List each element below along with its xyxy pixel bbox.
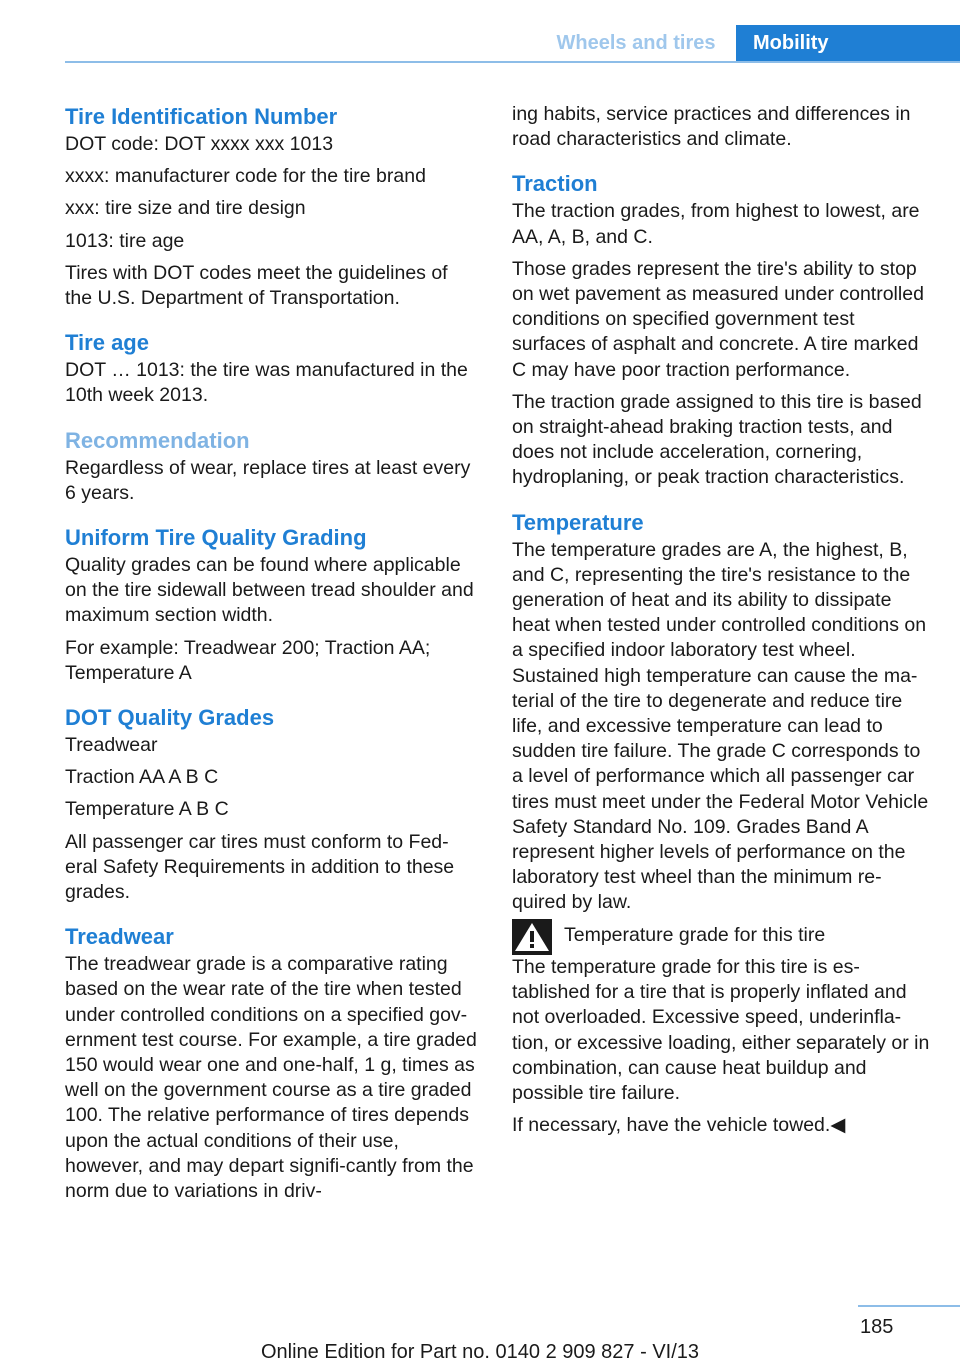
- warning-title: Temperature grade for this tire: [564, 923, 826, 946]
- paragraph: For example: Treadwear 200; Traction AA; Temperature A: [65, 636, 431, 684]
- heading-tire-identification-number: Tire Identification Number: [65, 104, 338, 129]
- warning-box: [512, 923, 932, 948]
- paragraph: Regardless of wear, replace tires at least every 6 years.: [65, 456, 471, 504]
- header-chapter-tab: Mobility: [736, 25, 960, 62]
- paragraph: DOT code: DOT xxxx xxx 1013: [65, 133, 334, 155]
- paragraph: 1013: tire age: [65, 229, 185, 252]
- header-rule: [65, 61, 960, 63]
- paragraph: The treadwear grade is a comparative rating based on the wear rate of the tire when tested under controlled conditions on a specified gov‐ernment test course. For example, a tire graded 150 would wear one and one-half, 1 g, times as well on the government course as a tire graded 100. The relative performance of tires depends upon the actual conditions of their use, however, and may depart signifi‐cantly from the norm due to variations in driv‐: [65, 953, 477, 1203]
- heading-recommendation: Recommendation: [65, 427, 250, 453]
- header-section-tab: Wheels and tires: [556, 32, 716, 54]
- left-column: [65, 102, 480, 1211]
- paragraph: All passenger car tires must conform to Fed‐eral Safety Requirements in addition to these grades.: [65, 830, 455, 904]
- paragraph: Treadwear: [65, 734, 158, 757]
- paragraph: ing habits, service practices and differences in road characteristics and climate.: [512, 103, 911, 151]
- heading-traction: Traction: [512, 171, 598, 197]
- heading-treadwear: Treadwear: [65, 924, 174, 950]
- heading-uniform-tire-quality-grading: Uniform Tire Quality Grading: [65, 525, 367, 551]
- paragraph: DOT … 1013: the tire was manufactured in the 10th week 2013.: [65, 359, 468, 407]
- paragraph: The traction grade assigned to this tire is based on straight-ahead braking traction tests, and does not include acceleration, cornering, hydroplaning, or peak traction characteristics.: [512, 390, 922, 489]
- warning-triangle-icon: [512, 919, 552, 955]
- footer-rule: [858, 1305, 960, 1307]
- paragraph: The temperature grades are A, the highest, B, and C, representing the tire's resistance to the generation of heat and its ability to dissipate heat when tested under controlled conditions on a specified indoor laboratory test wheel. Sustained high temperature can cause the ma‐terial of the tire to degenerate and reduce tire life, and excessive temperature can lead to sudden tire failure. The grade C corresponds to a level of performance which all passenger car tires must meet under the Federal Motor Vehicle Safety Standard No. 109. Grades Band A represent higher levels of performance on the laboratory test wheel than the minimum re‐quired by law.: [512, 538, 929, 914]
- warning-paragraph: If necessary, have the vehicle towed.◀: [512, 1114, 846, 1137]
- warning-paragraph: The temperature grade for this tire is es‐tablished for a tire that is properly inflated and not overloaded. Excessive speed, underinfla‐tion, or excessive loading, either separately or in combination, can cause heat buildup and possible tire failure.: [512, 955, 930, 1104]
- paragraph: Traction AA A B C: [65, 766, 219, 789]
- paragraph: xxxx: manufacturer code for the tire brand: [65, 165, 426, 188]
- paragraph: The traction grades, from highest to lowest, are AA, A, B, and C.: [512, 200, 920, 248]
- paragraph: Tires with DOT codes meet the guidelines of the U.S. Department of Transportation.: [65, 261, 448, 310]
- page-number: 185: [860, 1316, 894, 1338]
- footer-edition: Online Edition for Part no. 0140 2 909 827 - VI/13: [260, 1341, 700, 1363]
- paragraph: xxx: tire size and tire design: [65, 197, 306, 220]
- heading-temperature: Temperature: [512, 509, 644, 535]
- paragraph: Those grades represent the tire's ability to stop on wet pavement as measured under controlled conditions on specified government test surfaces of asphalt and concrete. A tire marked C may have poor traction performance.: [512, 257, 924, 381]
- paragraph: Quality grades can be found where applicable on the tire sidewall between tread shoulder and maximum section width.: [65, 554, 474, 627]
- heading-tire-age: Tire age: [65, 330, 149, 356]
- heading-dot-quality-grades: DOT Quality Grades: [65, 705, 275, 731]
- right-column: [512, 102, 932, 1145]
- paragraph: Temperature A B C: [65, 798, 229, 821]
